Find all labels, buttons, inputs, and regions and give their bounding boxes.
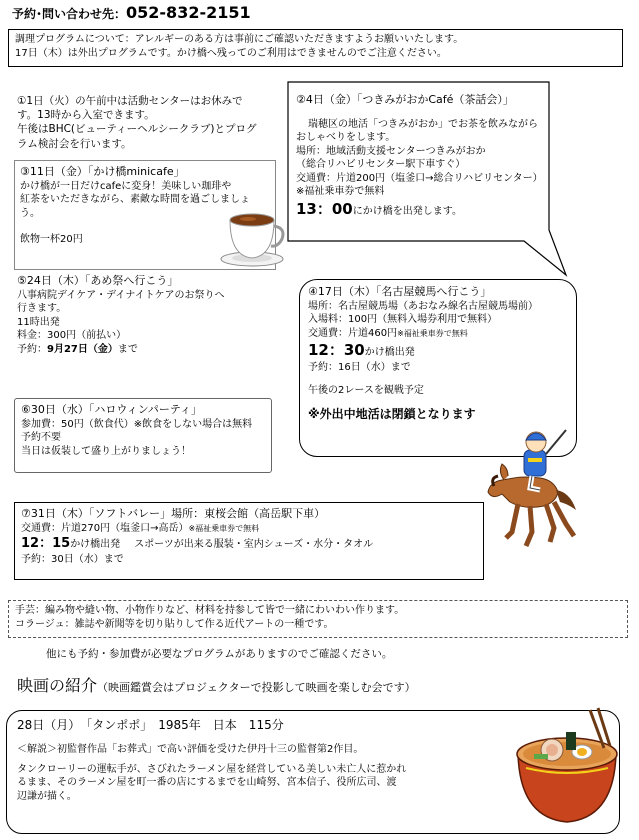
item-2-time-line bbox=[296, 199, 543, 219]
item-4-line-3 bbox=[308, 327, 568, 341]
item-4-time-suffix: かけ橋出発 bbox=[364, 347, 415, 359]
item-6-line-3: 当日は仮装して盛り上がりましょう！ bbox=[21, 445, 191, 457]
contact-header bbox=[12, 2, 251, 24]
item-4-line-6: 午後の2レースを観戦予定 bbox=[308, 385, 424, 397]
item-4-line-5: 予約：16日（水）まで bbox=[308, 361, 411, 373]
item-6-title: ⑥30日（水）「ハロウィンパーティ」 bbox=[21, 403, 203, 416]
item-6-box bbox=[14, 398, 272, 473]
item-5-reserve-date: 9月27日（金） bbox=[47, 343, 118, 355]
item-7-time-suffix: かけ橋出発 bbox=[70, 539, 121, 551]
item-3-line-3: う。 bbox=[20, 207, 40, 219]
item-2-time-suffix: にかけ橋を出発します。 bbox=[352, 205, 462, 217]
item-3-title: ③11日（金）「かけ橋minicafe」 bbox=[20, 165, 185, 178]
movie-desc-1: ＜解説＞初監督作品「お葬式」で高い評価を受けた伊丹十三の監督第2作目。 bbox=[17, 744, 364, 756]
item-2-line-3: 場所：地域活動支援センターつきみがおか bbox=[296, 145, 486, 157]
other-programs-note: 他にも予約・参加費が必要なプログラムがありますのでご確認ください。 bbox=[46, 648, 393, 660]
contact-label: 予約･問い合わせ先： bbox=[12, 7, 127, 21]
item-5-line-2: 行きます。 bbox=[17, 303, 67, 315]
item-5-line-4: 料金：300円（前払い） bbox=[17, 330, 127, 342]
glossary-box bbox=[8, 600, 628, 638]
item-3-line-2: 紅茶をいただきながら、素敵な時間を過ごしましょ bbox=[20, 194, 250, 206]
item-4-line-1: 場所：名古屋競馬場（あおなみ線名古屋競馬場前） bbox=[308, 300, 538, 312]
item-5-reserve-prefix: 予約： bbox=[17, 343, 47, 355]
item-4-time-line bbox=[308, 340, 568, 360]
item-1-line-2: す。13時から入室できます。 bbox=[17, 109, 155, 122]
item-2-line-2: おしゃべりをします。 bbox=[296, 132, 396, 144]
item-7-items: スポーツが出来る服装・室内シューズ・水分・タオル bbox=[134, 539, 374, 551]
item-5-title: ⑤24日（木）「あめ祭へ行こう」 bbox=[17, 274, 179, 287]
movie-heading-line bbox=[17, 675, 416, 697]
item-3-line-1: かけ橋が一日だけcafeに変身！美味しい珈琲や bbox=[20, 180, 232, 192]
item-7-time-line bbox=[21, 535, 477, 553]
item-4-fare-note: ※福祉乗車券で無料 bbox=[397, 328, 468, 338]
notice-line-1: 調理プログラムについて：アレルギーのある方は事前にご確認いただきますようお願いいたします。 bbox=[15, 34, 464, 45]
item-1-block bbox=[17, 94, 257, 151]
item-4-line-2: 入場料：100円（無料入場券利用で無料） bbox=[308, 314, 498, 326]
movie-info: 28日（月） 「タンポポ」 1985年 日本 115分 bbox=[17, 718, 284, 732]
coffee-cup-icon bbox=[218, 206, 286, 268]
movie-heading-note: （映画鑑賞会はプロジェクターで投影して映画を楽しむ会です） bbox=[97, 681, 416, 694]
item-1-line-4: ラム検討会を行います。 bbox=[17, 137, 132, 150]
item-5-reserve-suffix: まで bbox=[117, 343, 138, 355]
item-4-closure: ※外出中地活は閉鎖となります bbox=[308, 406, 476, 421]
item-7-fare: 交通費：片道270円（塩釜口→高岳） bbox=[21, 522, 189, 534]
item-7-line-3: 予約：30日（水）まで bbox=[21, 553, 124, 565]
item-2-line-6: ※福祉乗車券で無料 bbox=[296, 186, 385, 198]
movie-desc-3: るまま、そのラーメン屋を町一番の店にするまでを山崎努、宮本信子、役所広司、渡 bbox=[17, 777, 397, 789]
item-7-line-1 bbox=[21, 522, 477, 536]
item-3-drink: 飲物一杯20円 bbox=[20, 234, 83, 246]
notice-box bbox=[8, 29, 623, 67]
item-5-line-3: 11時出発 bbox=[17, 316, 60, 328]
movie-heading: 映画の紹介 bbox=[17, 676, 98, 695]
contact-phone: 052-832-2151 bbox=[126, 3, 251, 22]
item-6-line-1: 参加費：50円（飲食代）※飲食をしない場合は無料 bbox=[21, 418, 253, 430]
item-2-line-1: 瑞穂区の地活「つきみがおか」でお茶を飲みながら bbox=[308, 118, 538, 130]
item-7-time: 12：15 bbox=[21, 536, 71, 552]
horse-jockey-icon bbox=[484, 420, 584, 555]
item-5-block bbox=[17, 274, 225, 356]
item-2-line-5: 交通費：片道200円（塩釜口→総合リハビリセンター） bbox=[296, 172, 543, 184]
item-5-line-1: 八事病院デイケア・デイナイトケアのお祭りへ bbox=[17, 289, 225, 301]
item-2-time: 13：00 bbox=[296, 199, 353, 218]
item-1-line-3: 午後はBHC(ビューティーヘルシークラブ)とプログ bbox=[17, 123, 257, 136]
glossary-line-1: 手芸：編み物や縫い物、小物作りなど、材料を持参して皆で一緒にわいわい作ります。 bbox=[15, 605, 405, 616]
item-7-fare-note: ※福祉乗車券で無料 bbox=[188, 523, 260, 533]
item-4-fare: 交通費：片道460円 bbox=[308, 327, 398, 339]
item-7-box bbox=[14, 502, 484, 580]
movie-desc-4: 辺謙が描く。 bbox=[17, 790, 77, 802]
item-7-title: ⑦31日（木）「ソフトバレー」場所：東桜会館（高岳駅下車） bbox=[21, 507, 326, 520]
notice-line-2: 17日（木）は外出プログラムです。かけ橋へ残ってのご利用はできませんのでご注意ください。 bbox=[15, 47, 447, 59]
item-5-line-5 bbox=[17, 343, 225, 357]
item-2-block bbox=[296, 93, 543, 219]
item-2-title: ②4日（金）「つきみがおかCafé（茶話会）」 bbox=[296, 93, 514, 106]
item-6-line-2: 予約不要 bbox=[21, 432, 61, 444]
item-4-time: 12：30 bbox=[308, 341, 365, 360]
item-2-line-4: （総合リハビリセンター駅下車すぐ） bbox=[296, 159, 466, 171]
movie-desc-2: タンクローリーの運転手が、さびれたラーメン屋を経営している美しい未亡人に惹かれ bbox=[17, 763, 407, 775]
item-1-line-1: ①1日（火）の午前中は活動センターはお休みで bbox=[17, 95, 243, 107]
ramen-bowl-icon bbox=[512, 706, 622, 828]
item-4-title: ④17日（木）「名古屋競馬へ行こう」 bbox=[308, 285, 492, 298]
glossary-line-2: コラージュ：雑誌や新聞等を切り貼りして作る近代アートの一種です。 bbox=[15, 618, 334, 630]
